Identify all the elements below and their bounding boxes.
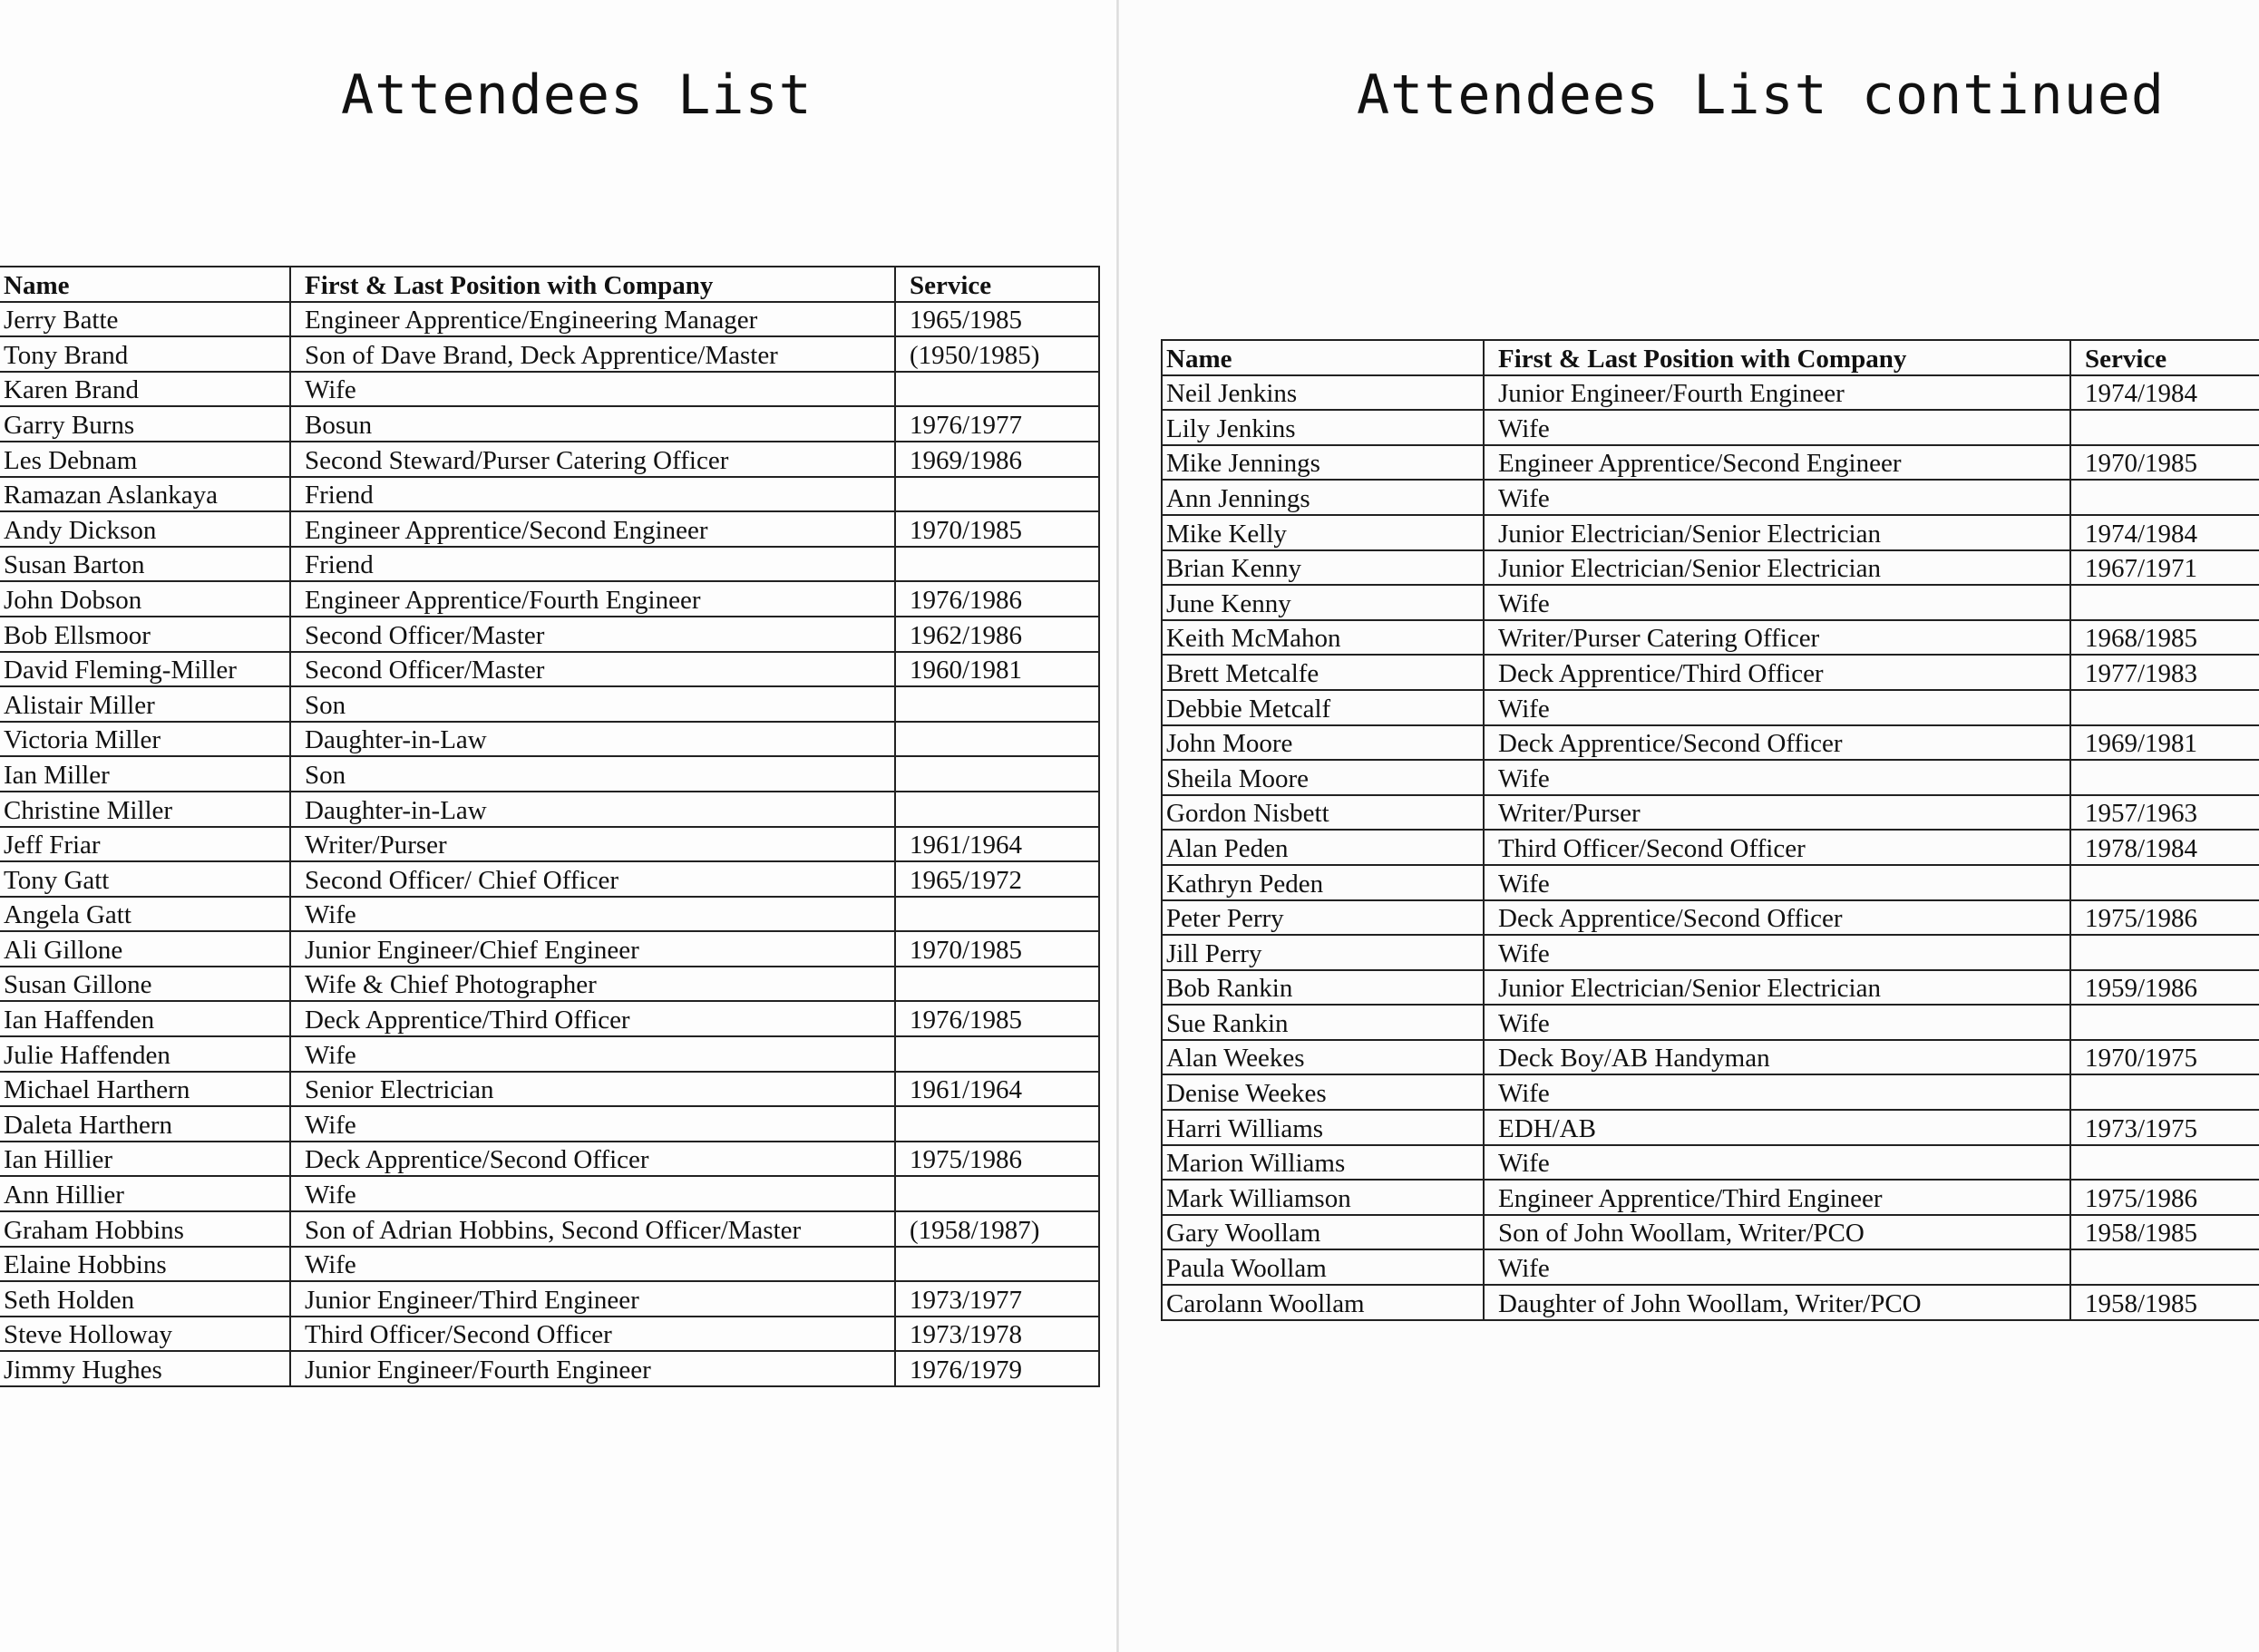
attendee-name-cell: Peter Perry xyxy=(1162,900,1484,936)
service-cell: 1961/1964 xyxy=(895,1072,1099,1107)
attendees-table xyxy=(0,266,1100,1387)
attendee-name-cell: Victoria Miller xyxy=(0,722,290,757)
position-cell: Wife xyxy=(1484,1074,2070,1110)
table-row xyxy=(1162,445,2259,481)
column-header-service: Service xyxy=(2070,340,2259,375)
table-row xyxy=(1162,655,2259,690)
table-row xyxy=(1162,970,2259,1006)
position-cell: Junior Electrician/Senior Electrician xyxy=(1484,515,2070,550)
service-cell: 1978/1984 xyxy=(2070,830,2259,865)
table-row xyxy=(1162,1005,2259,1040)
attendee-name-cell: Gordon Nisbett xyxy=(1162,795,1484,831)
position-cell: Junior Engineer/Third Engineer xyxy=(290,1281,895,1317)
position-cell: Deck Apprentice/Third Officer xyxy=(1484,655,2070,690)
position-cell: Wife xyxy=(1484,935,2070,970)
service-cell xyxy=(895,1106,1099,1142)
table-row xyxy=(1162,1110,2259,1145)
table-row xyxy=(0,372,1099,407)
table-row xyxy=(1162,865,2259,900)
position-cell: Daughter of John Woollam, Writer/PCO xyxy=(1484,1285,2070,1320)
service-cell xyxy=(895,547,1099,582)
service-cell xyxy=(2070,760,2259,795)
position-cell: Wife xyxy=(1484,585,2070,620)
column-header-name: Name xyxy=(1162,340,1484,375)
attendee-name-cell: Sue Rankin xyxy=(1162,1005,1484,1040)
position-cell: Deck Apprentice/Third Officer xyxy=(290,1001,895,1036)
attendee-name-cell: Angela Gatt xyxy=(0,897,290,932)
service-cell xyxy=(895,686,1099,722)
table-row xyxy=(0,652,1099,687)
service-cell xyxy=(895,477,1099,512)
position-cell: Son of Dave Brand, Deck Apprentice/Master xyxy=(290,336,895,372)
attendee-name-cell: Bob Rankin xyxy=(1162,970,1484,1006)
table-row xyxy=(0,1176,1099,1211)
attendee-name-cell: Christine Miller xyxy=(0,792,290,827)
table-row xyxy=(1162,830,2259,865)
position-cell: Wife xyxy=(1484,1145,2070,1181)
attendee-name-cell: Garry Burns xyxy=(0,406,290,442)
service-cell: 1974/1984 xyxy=(2070,375,2259,411)
position-cell: Bosun xyxy=(290,406,895,442)
service-cell xyxy=(895,1036,1099,1072)
attendee-name-cell: Jeff Friar xyxy=(0,827,290,862)
attendee-name-cell: Susan Barton xyxy=(0,547,290,582)
position-cell: Junior Engineer/Chief Engineer xyxy=(290,931,895,967)
table-row xyxy=(0,1072,1099,1107)
service-cell: 1960/1981 xyxy=(895,652,1099,687)
service-cell xyxy=(895,792,1099,827)
service-cell: 1970/1975 xyxy=(2070,1040,2259,1075)
table-row xyxy=(1162,935,2259,970)
table-row xyxy=(0,967,1099,1002)
table-row xyxy=(0,1281,1099,1317)
service-cell xyxy=(895,967,1099,1002)
table-row xyxy=(1162,515,2259,550)
table-row xyxy=(0,1351,1099,1386)
attendee-name-cell: Jimmy Hughes xyxy=(0,1351,290,1386)
position-cell: Third Officer/Second Officer xyxy=(1484,830,2070,865)
service-cell: 1976/1985 xyxy=(895,1001,1099,1036)
position-cell: Daughter-in-Law xyxy=(290,792,895,827)
position-cell: Wife xyxy=(1484,1005,2070,1040)
position-cell: Second Steward/Purser Catering Officer xyxy=(290,442,895,477)
left-page xyxy=(0,0,1117,1652)
attendee-name-cell: Carolann Woollam xyxy=(1162,1285,1484,1320)
table-row xyxy=(1162,1215,2259,1250)
attendee-name-cell: Ian Haffenden xyxy=(0,1001,290,1036)
position-cell: Deck Apprentice/Second Officer xyxy=(290,1142,895,1177)
position-cell: Son xyxy=(290,686,895,722)
position-cell: Wife xyxy=(1484,760,2070,795)
attendee-name-cell: Susan Gillone xyxy=(0,967,290,1002)
service-cell: 1958/1985 xyxy=(2070,1215,2259,1250)
table-row xyxy=(1162,550,2259,586)
table-row xyxy=(0,1142,1099,1177)
table-row xyxy=(1162,375,2259,411)
attendee-name-cell: Ian Hillier xyxy=(0,1142,290,1177)
position-cell: Writer/Purser xyxy=(1484,795,2070,831)
attendee-name-cell: Elaine Hobbins xyxy=(0,1247,290,1282)
table-row xyxy=(0,1247,1099,1282)
attendee-name-cell: Mike Kelly xyxy=(1162,515,1484,550)
position-cell: Deck Apprentice/Second Officer xyxy=(1484,725,2070,761)
position-cell: Engineer Apprentice/Second Engineer xyxy=(1484,445,2070,481)
position-cell: EDH/AB xyxy=(1484,1110,2070,1145)
position-cell: Wife xyxy=(1484,480,2070,515)
service-cell xyxy=(2070,865,2259,900)
attendee-name-cell: Graham Hobbins xyxy=(0,1211,290,1247)
table-row xyxy=(0,581,1099,617)
attendee-name-cell: Denise Weekes xyxy=(1162,1074,1484,1110)
attendee-name-cell: Mike Jennings xyxy=(1162,445,1484,481)
attendee-name-cell: Marion Williams xyxy=(1162,1145,1484,1181)
attendee-name-cell: Michael Harthern xyxy=(0,1072,290,1107)
position-cell: Engineer Apprentice/Fourth Engineer xyxy=(290,581,895,617)
position-cell: Friend xyxy=(290,477,895,512)
position-cell: Junior Engineer/Fourth Engineer xyxy=(290,1351,895,1386)
table-row xyxy=(0,617,1099,652)
table-row xyxy=(1162,1040,2259,1075)
attendee-name-cell: Ann Hillier xyxy=(0,1176,290,1211)
table-row xyxy=(1162,1249,2259,1285)
attendee-name-cell: Ian Miller xyxy=(0,756,290,792)
table-body xyxy=(0,302,1099,1386)
attendee-name-cell: Jerry Batte xyxy=(0,302,290,337)
table-row xyxy=(0,336,1099,372)
attendee-name-cell: Les Debnam xyxy=(0,442,290,477)
table-row xyxy=(0,406,1099,442)
service-cell xyxy=(2070,585,2259,620)
table-row xyxy=(0,722,1099,757)
service-cell: 1965/1985 xyxy=(895,302,1099,337)
service-cell: 1957/1963 xyxy=(2070,795,2259,831)
table-row xyxy=(0,1036,1099,1072)
position-cell: Deck Boy/AB Handyman xyxy=(1484,1040,2070,1075)
service-cell: 1968/1985 xyxy=(2070,620,2259,656)
service-cell: 1976/1979 xyxy=(895,1351,1099,1386)
attendees-table-continued xyxy=(1161,339,2259,1321)
attendee-name-cell: Ramazan Aslankaya xyxy=(0,477,290,512)
position-cell: Daughter-in-Law xyxy=(290,722,895,757)
table-row xyxy=(0,477,1099,512)
service-cell xyxy=(2070,1005,2259,1040)
attendee-name-cell: Lily Jenkins xyxy=(1162,410,1484,445)
table-row xyxy=(1162,760,2259,795)
position-cell: Engineer Apprentice/Engineering Manager xyxy=(290,302,895,337)
attendee-name-cell: Keith McMahon xyxy=(1162,620,1484,656)
service-cell: 1977/1983 xyxy=(2070,655,2259,690)
service-cell: 1962/1986 xyxy=(895,617,1099,652)
table-row xyxy=(0,302,1099,337)
table-row xyxy=(1162,1180,2259,1215)
attendee-name-cell: Sheila Moore xyxy=(1162,760,1484,795)
attendee-name-cell: Ali Gillone xyxy=(0,931,290,967)
position-cell: Wife xyxy=(290,1247,895,1282)
position-cell: Third Officer/Second Officer xyxy=(290,1317,895,1352)
service-cell: (1950/1985) xyxy=(895,336,1099,372)
position-cell: Engineer Apprentice/Third Engineer xyxy=(1484,1180,2070,1215)
position-cell: Wife xyxy=(290,372,895,407)
attendee-name-cell: June Kenny xyxy=(1162,585,1484,620)
attendee-name-cell: Daleta Harthern xyxy=(0,1106,290,1142)
service-cell xyxy=(2070,480,2259,515)
service-cell xyxy=(2070,410,2259,445)
position-cell: Wife xyxy=(1484,865,2070,900)
table-row xyxy=(0,1317,1099,1352)
page-title: Attendees List xyxy=(341,63,813,127)
table-row xyxy=(1162,1285,2259,1320)
service-cell: 1973/1978 xyxy=(895,1317,1099,1352)
position-cell: Senior Electrician xyxy=(290,1072,895,1107)
service-cell xyxy=(2070,1145,2259,1181)
service-cell: 1965/1972 xyxy=(895,861,1099,897)
table-row xyxy=(0,897,1099,932)
column-header-position: First & Last Position with Company xyxy=(1484,340,2070,375)
attendee-name-cell: John Dobson xyxy=(0,581,290,617)
service-cell xyxy=(2070,690,2259,725)
table-row xyxy=(1162,410,2259,445)
position-cell: Wife xyxy=(1484,410,2070,445)
service-cell xyxy=(895,756,1099,792)
service-cell: 1975/1986 xyxy=(895,1142,1099,1177)
attendee-name-cell: Alistair Miller xyxy=(0,686,290,722)
service-cell xyxy=(895,1247,1099,1282)
table-row xyxy=(1162,690,2259,725)
service-cell: 1961/1964 xyxy=(895,827,1099,862)
position-cell: Engineer Apprentice/Second Engineer xyxy=(290,511,895,547)
position-cell: Wife xyxy=(1484,1249,2070,1285)
position-cell: Junior Electrician/Senior Electrician xyxy=(1484,970,2070,1006)
column-header-name: Name xyxy=(0,267,290,302)
attendee-name-cell: Andy Dickson xyxy=(0,511,290,547)
attendee-name-cell: Seth Holden xyxy=(0,1281,290,1317)
position-cell: Second Officer/ Chief Officer xyxy=(290,861,895,897)
service-cell xyxy=(895,372,1099,407)
attendee-name-cell: Tony Gatt xyxy=(0,861,290,897)
attendee-name-cell: Alan Peden xyxy=(1162,830,1484,865)
position-cell: Junior Engineer/Fourth Engineer xyxy=(1484,375,2070,411)
table-header-row xyxy=(0,267,1099,302)
position-cell: Writer/Purser xyxy=(290,827,895,862)
table-row xyxy=(1162,795,2259,831)
attendee-name-cell: Jill Perry xyxy=(1162,935,1484,970)
service-cell xyxy=(2070,1074,2259,1110)
service-cell: 1973/1977 xyxy=(895,1281,1099,1317)
position-cell: Wife xyxy=(290,1036,895,1072)
attendee-name-cell: Harri Williams xyxy=(1162,1110,1484,1145)
table-row xyxy=(1162,620,2259,656)
service-cell: 1958/1985 xyxy=(2070,1285,2259,1320)
position-cell: Son of John Woollam, Writer/PCO xyxy=(1484,1215,2070,1250)
service-cell: 1975/1986 xyxy=(2070,1180,2259,1215)
service-cell: 1976/1977 xyxy=(895,406,1099,442)
service-cell: 1970/1985 xyxy=(895,511,1099,547)
table-row xyxy=(0,686,1099,722)
table-row xyxy=(0,547,1099,582)
position-cell: Deck Apprentice/Second Officer xyxy=(1484,900,2070,936)
attendee-name-cell: David Fleming-Miller xyxy=(0,652,290,687)
table-row xyxy=(0,792,1099,827)
position-cell: Friend xyxy=(290,547,895,582)
service-cell: 1976/1986 xyxy=(895,581,1099,617)
attendee-name-cell: Brett Metcalfe xyxy=(1162,655,1484,690)
position-cell: Wife & Chief Photographer xyxy=(290,967,895,1002)
table-body xyxy=(1162,375,2259,1320)
attendee-name-cell: Debbie Metcalf xyxy=(1162,690,1484,725)
attendee-name-cell: Mark Williamson xyxy=(1162,1180,1484,1215)
service-cell: 1970/1985 xyxy=(2070,445,2259,481)
position-cell: Son of Adrian Hobbins, Second Officer/Master xyxy=(290,1211,895,1247)
service-cell xyxy=(2070,935,2259,970)
table-row xyxy=(0,827,1099,862)
attendee-name-cell: Steve Holloway xyxy=(0,1317,290,1352)
attendee-name-cell: Brian Kenny xyxy=(1162,550,1484,586)
service-cell xyxy=(895,897,1099,932)
table-row xyxy=(1162,480,2259,515)
service-cell: 1974/1984 xyxy=(2070,515,2259,550)
attendee-name-cell: John Moore xyxy=(1162,725,1484,761)
table-row xyxy=(0,1106,1099,1142)
table-row xyxy=(0,756,1099,792)
page-title-continued: Attendees List continued xyxy=(1357,63,2165,127)
position-cell: Writer/Purser Catering Officer xyxy=(1484,620,2070,656)
attendee-name-cell: Karen Brand xyxy=(0,372,290,407)
position-cell: Second Officer/Master xyxy=(290,652,895,687)
position-cell: Junior Electrician/Senior Electrician xyxy=(1484,550,2070,586)
position-cell: Son xyxy=(290,756,895,792)
table-row xyxy=(1162,725,2259,761)
right-page xyxy=(1119,0,2259,1652)
column-header-position: First & Last Position with Company xyxy=(290,267,895,302)
table-row xyxy=(0,1001,1099,1036)
table-row xyxy=(1162,1145,2259,1181)
position-cell: Wife xyxy=(1484,690,2070,725)
table-row xyxy=(0,442,1099,477)
table-row xyxy=(1162,900,2259,936)
position-cell: Wife xyxy=(290,1176,895,1211)
attendee-name-cell: Gary Woollam xyxy=(1162,1215,1484,1250)
service-cell: 1973/1975 xyxy=(2070,1110,2259,1145)
attendee-name-cell: Bob Ellsmoor xyxy=(0,617,290,652)
position-cell: Wife xyxy=(290,897,895,932)
attendee-name-cell: Kathryn Peden xyxy=(1162,865,1484,900)
table-row xyxy=(1162,585,2259,620)
attendee-name-cell: Ann Jennings xyxy=(1162,480,1484,515)
service-cell: 1969/1986 xyxy=(895,442,1099,477)
service-cell xyxy=(895,722,1099,757)
table-row xyxy=(1162,1074,2259,1110)
attendee-name-cell: Paula Woollam xyxy=(1162,1249,1484,1285)
service-cell: 1970/1985 xyxy=(895,931,1099,967)
service-cell: 1975/1986 xyxy=(2070,900,2259,936)
position-cell: Second Officer/Master xyxy=(290,617,895,652)
service-cell xyxy=(2070,1249,2259,1285)
position-cell: Wife xyxy=(290,1106,895,1142)
table-header-row xyxy=(1162,340,2259,375)
attendee-name-cell: Neil Jenkins xyxy=(1162,375,1484,411)
table-row xyxy=(0,931,1099,967)
service-cell: 1969/1981 xyxy=(2070,725,2259,761)
table-row xyxy=(0,511,1099,547)
service-cell: (1958/1987) xyxy=(895,1211,1099,1247)
attendee-name-cell: Tony Brand xyxy=(0,336,290,372)
attendee-name-cell: Alan Weekes xyxy=(1162,1040,1484,1075)
table-row xyxy=(0,1211,1099,1247)
table-row xyxy=(0,861,1099,897)
service-cell xyxy=(895,1176,1099,1211)
column-header-service: Service xyxy=(895,267,1099,302)
service-cell: 1967/1971 xyxy=(2070,550,2259,586)
service-cell: 1959/1986 xyxy=(2070,970,2259,1006)
attendee-name-cell: Julie Haffenden xyxy=(0,1036,290,1072)
